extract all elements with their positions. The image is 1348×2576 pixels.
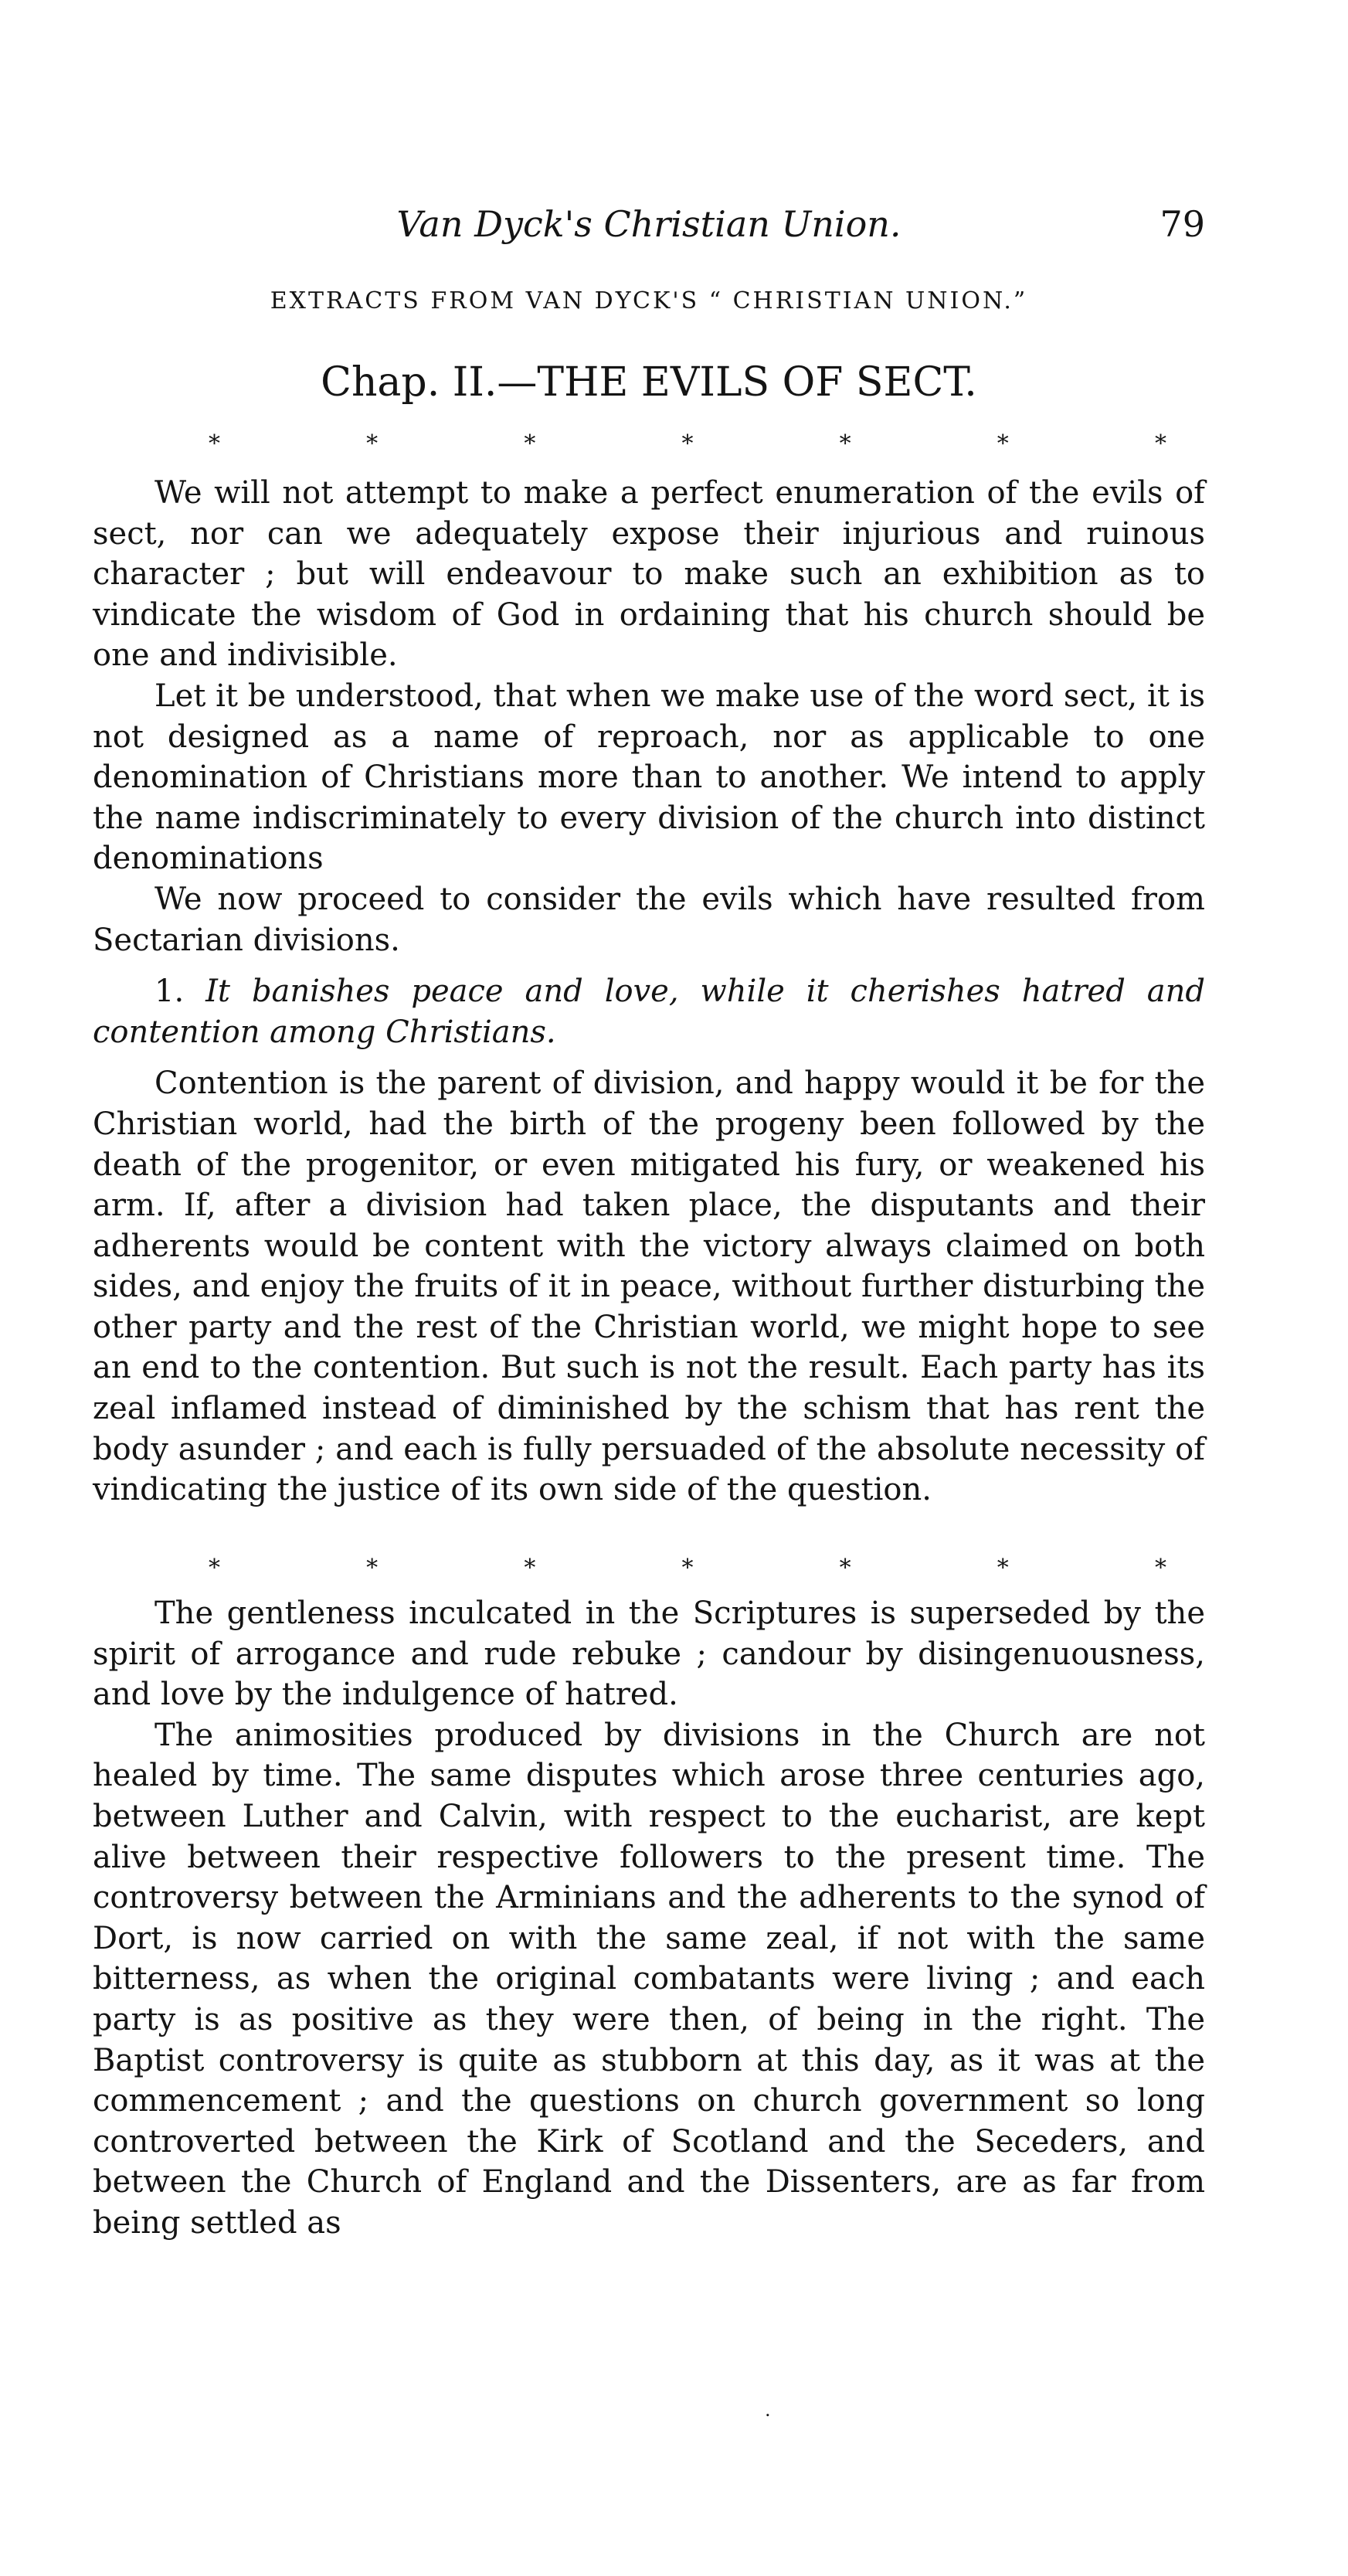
star: * [997,1555,1009,1582]
section-title: It banishes peace and love, while it cherishes hatred and contention among Christians. [93,974,1205,1050]
chapter-heading: Chap. II.—THE EVILS OF SECT. [321,359,977,406]
body-text-upper [93,473,1205,1511]
star: * [839,430,851,457]
star: * [366,1555,379,1582]
running-title: Van Dyck's Christian Union. [396,203,901,245]
paragraph-animosities: The animosities produced by divisions in the Church are not healed by time. The same disputes which arose three centuries ago, between Luther and Calvin, with respect to the eucharist, are kept alive between their respective followers to the present time. The controversy between the Arminians and the adherents to the synod of Dort, is now carried on with the same zeal, if not with the same bitterness, as when the original combatants were living ; and each party is as positive as they were then, of being in the right. The Baptist controversy is quite as stubborn at this day, as it was at the commencement ; and the questions on church government so long controverted between the Kirk of Scotland and the Seceders, and between the Church of England and the Dissenters, are as far from being settled as [93,1717,1205,2241]
book-page [93,0,1205,2576]
star: * [524,430,536,457]
running-head [93,197,1205,251]
section-number: 1. [154,974,185,1010]
star: * [524,1555,536,1582]
star: * [1154,1555,1166,1582]
star: * [1154,430,1166,457]
paragraph-enumeration: We will not attempt to make a perfect enumeration of the evils of sect, nor can we adequately expose their injurious and ruinous character ; but will endeavour to make such an exhibition as to vindicate the wisdom of God in ordaining that his church should be one and indivisible. [93,475,1205,674]
page-number: 79 [1160,203,1205,245]
star: * [681,1555,694,1582]
paragraph-gentleness: The gentleness inculcated in the Scriptures is superseded by the spirit of arrogance and rude rebuke ; candour by disingenuousness, and love by the indulgence of hatred. [93,1596,1205,1713]
paragraph-proceed: We now proceed to consider the evils which have resulted from Sectarian divisions. [93,881,1205,958]
section-break-stars-middle [209,1553,1166,1584]
paragraph-contention: Contention is the parent of division, and happy would it be for the Christian world, had the birth of the progeny been followed by the death of the progenitor, or even mitigated his fury, or weakened his arm. If, after a division had taken place, the disputants and their adherents would be content with the victory always claimed on both sides, and enjoy the fruits of it in peace, without further disturbing the other party and the rest of the Christian world, we might hope to see an end to the contention. But such is not the result. Each party has its zeal inflamed instead of diminished by the schism that has rent the body asunder ; and each is fully persuaded of the absolute necessity of vindicating the justice of its own side of the question. [93,1065,1205,1508]
star: * [681,430,694,457]
star: * [366,430,379,457]
extracts-heading: EXTRACTS FROM VAN DYCK'S “ CHRISTIAN UNION.” [270,287,1028,314]
body-text-lower [93,1593,1205,2244]
star: * [997,430,1009,457]
star: * [209,1555,220,1582]
star: * [839,1555,851,1582]
footer-mark: . [765,2399,771,2421]
paragraph-definition: Let it be understood, that when we make use of the word sect, it is not designed as a name of reproach, nor as applicable to one denomination of Christians more than to another. We intend to apply the name indiscriminately to every division of the church into distinct denominations [93,678,1205,877]
section-heading-1 [93,971,1205,1052]
star: * [209,430,220,457]
section-break-stars-top [209,429,1166,460]
